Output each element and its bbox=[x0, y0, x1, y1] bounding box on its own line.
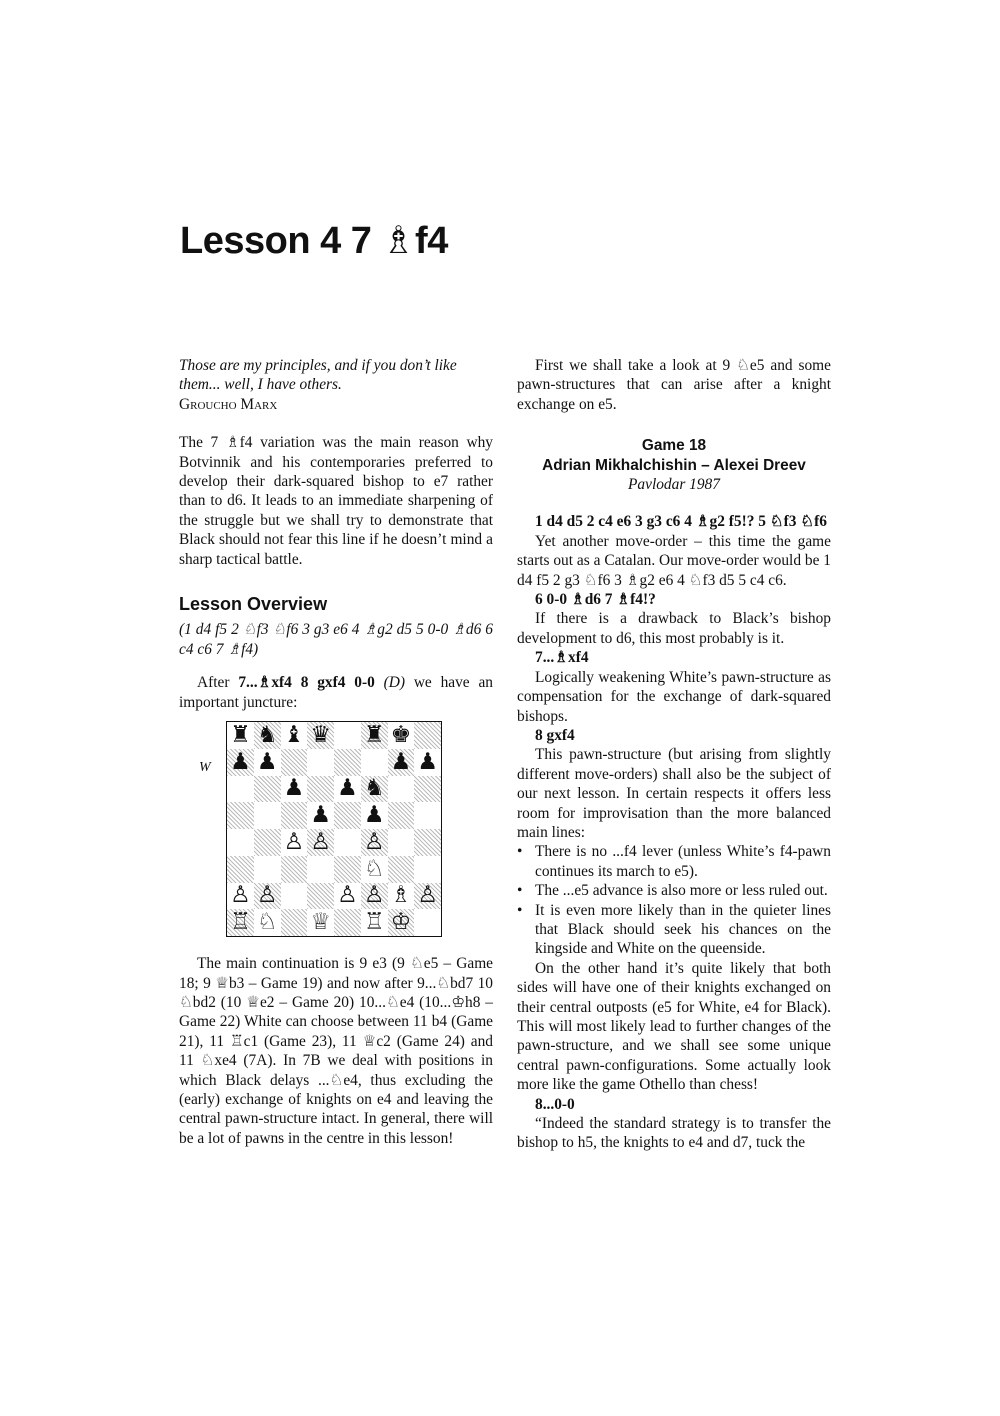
square-e4 bbox=[334, 829, 361, 856]
square-g8 bbox=[388, 722, 415, 749]
game-players: Adrian Mikhalchishin – Alexei Dreev bbox=[542, 456, 806, 474]
moves-1: 1 d4 d5 2 c4 e6 3 g3 c6 4 ♗g2 f5!? 5 ♘f3 ♘f6 bbox=[535, 513, 827, 531]
square-a2 bbox=[227, 883, 254, 910]
diagram-ref: (D) bbox=[374, 674, 405, 692]
square-a8 bbox=[227, 722, 254, 749]
square-h8 bbox=[414, 722, 441, 749]
chess-piece: ♟ bbox=[256, 748, 278, 775]
para-4: This pawn-structure (but arising from slightly different move-orders) shall also be the subject of our next lesson. In certain respects it offers less room for improvisation than the more balanced main lines: bbox=[517, 746, 831, 841]
square-b5 bbox=[254, 802, 281, 829]
chess-piece: ♟ bbox=[417, 748, 438, 775]
square-b8 bbox=[254, 722, 281, 749]
square-d4 bbox=[307, 829, 334, 856]
chess-piece: ♞ bbox=[363, 775, 385, 802]
square-e2 bbox=[334, 883, 361, 910]
square-c3 bbox=[281, 856, 308, 883]
square-f3 bbox=[361, 856, 388, 883]
square-f4 bbox=[361, 829, 388, 856]
chess-piece: ♟ bbox=[230, 748, 251, 775]
square-g3 bbox=[388, 856, 415, 883]
para-3: Logically weakening White’s pawn-structure as compensation for the exchange of dark-squared bishops. bbox=[517, 668, 831, 725]
chess-piece: ♔ bbox=[390, 909, 412, 936]
square-e1 bbox=[334, 909, 361, 936]
square-f7 bbox=[361, 749, 388, 776]
square-c4 bbox=[281, 829, 308, 856]
para-6: “Indeed the standard strategy is to transfer the bishop to h5, the knights to e4 and d7, tuck the bbox=[517, 1115, 831, 1152]
overview-moves: (1 d4 f5 2 ♘f3 ♘f6 3 g3 e6 4 ♗g2 d5 5 0-0 ♗d6 6 c4 c6 7 ♗f4) bbox=[179, 621, 493, 658]
square-a5 bbox=[227, 802, 254, 829]
right-column bbox=[517, 356, 831, 1153]
square-h1 bbox=[414, 909, 441, 936]
chess-piece: ♟ bbox=[283, 775, 305, 802]
chess-piece: ♗ bbox=[390, 882, 412, 909]
bullet-item: • It is even more likely than in the quieter lines that Black should seek his chances on the kingside and White on the queenside. bbox=[517, 901, 831, 959]
square-a6 bbox=[227, 776, 254, 803]
chess-piece: ♖ bbox=[230, 909, 251, 936]
juncture-moves: 7...♗xf4 8 gxf4 0-0 bbox=[238, 674, 375, 692]
square-h3 bbox=[414, 856, 441, 883]
square-e3 bbox=[334, 856, 361, 883]
square-b4 bbox=[254, 829, 281, 856]
square-c2 bbox=[281, 883, 308, 910]
square-h5 bbox=[414, 802, 441, 829]
square-d3 bbox=[307, 856, 334, 883]
square-b6 bbox=[254, 776, 281, 803]
chess-piece: ♚ bbox=[390, 721, 412, 748]
square-g6 bbox=[388, 776, 415, 803]
square-b1 bbox=[254, 909, 281, 936]
square-h6 bbox=[414, 776, 441, 803]
side-to-move: W bbox=[199, 760, 211, 776]
epigraph-author: Groucho Marx bbox=[179, 395, 278, 413]
square-d1 bbox=[307, 909, 334, 936]
game-place: Pavlodar 1987 bbox=[628, 476, 720, 494]
square-g5 bbox=[388, 802, 415, 829]
chess-piece: ♙ bbox=[230, 882, 251, 909]
square-d7 bbox=[307, 749, 334, 776]
chess-piece: ♖ bbox=[363, 909, 385, 936]
main-continuation: The main continuation is 9 e3 (9 ♘e5 – Game 18; 9 ♕b3 – Game 19) and now after 9...♘bd7 10 ♘bd2 (10 ♕e2 – Game 20) 10...♘e4 (10...♔h8 – Game 22) White can choose between 11 b4 (Game 21), 11 ♖c1 (Game 23), 11 ♕c2 (Game 24) and 11 ♘xe4 (7A). In 7B we deal with positions in which Black delays ...♘e4, thus excluding the (early) exchange of knights on e4 and leaving the central pawn-structure intact. In general, there will be a lot of pawns in the centre in this lesson! bbox=[179, 955, 493, 1147]
lesson-title: Lesson 4 7 ♗f4 bbox=[180, 220, 448, 262]
square-h4 bbox=[414, 829, 441, 856]
juncture-pre: After bbox=[197, 674, 239, 692]
para-1: Yet another move-order – this time the game starts out as a Catalan. Our move-order would be 1 d4 f5 2 g3 ♘f6 3 ♗g2 e6 4 ♘f3 d5 5 c4 c6. bbox=[517, 532, 831, 589]
square-b7 bbox=[254, 749, 281, 776]
square-f2 bbox=[361, 883, 388, 910]
chess-diagram bbox=[179, 712, 493, 944]
square-f1 bbox=[361, 909, 388, 936]
moves-4: 8 gxf4 bbox=[535, 726, 575, 744]
chess-piece: ♝ bbox=[283, 721, 305, 748]
game-number: Game 18 bbox=[641, 437, 707, 455]
square-g7 bbox=[388, 749, 415, 776]
epigraph-line-2: them... well, I have others. bbox=[179, 376, 342, 394]
moves-3: 7...♗xf4 bbox=[535, 649, 589, 667]
chess-piece: ♞ bbox=[256, 721, 278, 748]
square-g1 bbox=[388, 909, 415, 936]
square-d2 bbox=[307, 883, 334, 910]
para-5: On the other hand it’s quite likely that both sides will have one of their knights exchanged on their central outposts (e5 for White, e4 for Black). This will most likely lead to further changes of the pawn-structure, and we shall see some unique central pawn-configurations. Some actually look more like the game Othello than chess! bbox=[517, 959, 831, 1094]
bullet-list bbox=[517, 842, 831, 958]
chess-piece: ♟ bbox=[390, 748, 412, 775]
intro-paragraph: The 7 ♗f4 variation was the main reason why Botvinnik and his contemporaries preferred to develop their dark-squared bishop to e7 rather than to d6. It leads to an immediate sharpening of the struggle but we shall try to demonstrate that Black should not fear this line if he doesn’t mind a sharp tactical battle. bbox=[179, 434, 493, 568]
chess-board bbox=[226, 721, 442, 937]
chess-piece: ♘ bbox=[256, 909, 278, 936]
square-d5 bbox=[307, 802, 334, 829]
square-g2 bbox=[388, 883, 415, 910]
chess-piece: ♙ bbox=[310, 828, 331, 855]
chess-piece: ♟ bbox=[310, 802, 331, 829]
chess-piece: ♙ bbox=[256, 882, 278, 909]
chess-piece: ♙ bbox=[283, 828, 305, 855]
square-c6 bbox=[281, 776, 308, 803]
para-2: If there is a drawback to Black’s bishop development to d6, this most probably is it. bbox=[517, 610, 831, 647]
square-c8 bbox=[281, 722, 308, 749]
left-column bbox=[179, 356, 493, 1148]
overview-heading: Lesson Overview bbox=[179, 594, 328, 615]
square-d8 bbox=[307, 722, 334, 749]
square-c5 bbox=[281, 802, 308, 829]
bullet-item: • The ...e5 advance is also more or less ruled out. bbox=[517, 881, 831, 900]
square-d6 bbox=[307, 776, 334, 803]
square-b2 bbox=[254, 883, 281, 910]
square-e7 bbox=[334, 749, 361, 776]
square-h2 bbox=[414, 883, 441, 910]
square-b3 bbox=[254, 856, 281, 883]
square-e6 bbox=[334, 776, 361, 803]
square-g4 bbox=[388, 829, 415, 856]
juncture-post: we have an important juncture: bbox=[179, 674, 493, 711]
chess-piece: ♜ bbox=[363, 721, 385, 748]
square-c7 bbox=[281, 749, 308, 776]
square-h7 bbox=[414, 749, 441, 776]
chess-piece: ♙ bbox=[337, 882, 358, 909]
chess-piece: ♙ bbox=[363, 882, 385, 909]
square-a1 bbox=[227, 909, 254, 936]
epigraph-line-1: Those are my principles, and if you don’t like bbox=[179, 357, 457, 374]
square-a4 bbox=[227, 829, 254, 856]
moves-5: 8...0-0 bbox=[535, 1095, 575, 1113]
first-paragraph: First we shall take a look at 9 ♘e5 and some pawn-structures that can arise after a knight exchange on e5. bbox=[517, 357, 831, 413]
square-c1 bbox=[281, 909, 308, 936]
chess-piece: ♜ bbox=[230, 721, 251, 748]
chess-piece: ♘ bbox=[363, 855, 385, 882]
chess-piece: ♟ bbox=[337, 775, 358, 802]
chess-piece: ♕ bbox=[310, 909, 331, 936]
chess-piece: ♙ bbox=[363, 828, 385, 855]
square-e8 bbox=[334, 722, 361, 749]
square-a7 bbox=[227, 749, 254, 776]
square-e5 bbox=[334, 802, 361, 829]
chess-piece: ♙ bbox=[417, 882, 438, 909]
square-f8 bbox=[361, 722, 388, 749]
bullet-item: • There is no ...f4 lever (unless White’s f4-pawn continues its march to e5). bbox=[517, 842, 831, 881]
juncture-paragraph bbox=[179, 673, 493, 712]
moves-2: 6 0-0 ♗d6 7 ♗f4!? bbox=[535, 591, 656, 609]
chess-piece: ♛ bbox=[310, 721, 331, 748]
square-a3 bbox=[227, 856, 254, 883]
square-f6 bbox=[361, 776, 388, 803]
square-f5 bbox=[361, 802, 388, 829]
chess-piece: ♟ bbox=[363, 802, 385, 829]
